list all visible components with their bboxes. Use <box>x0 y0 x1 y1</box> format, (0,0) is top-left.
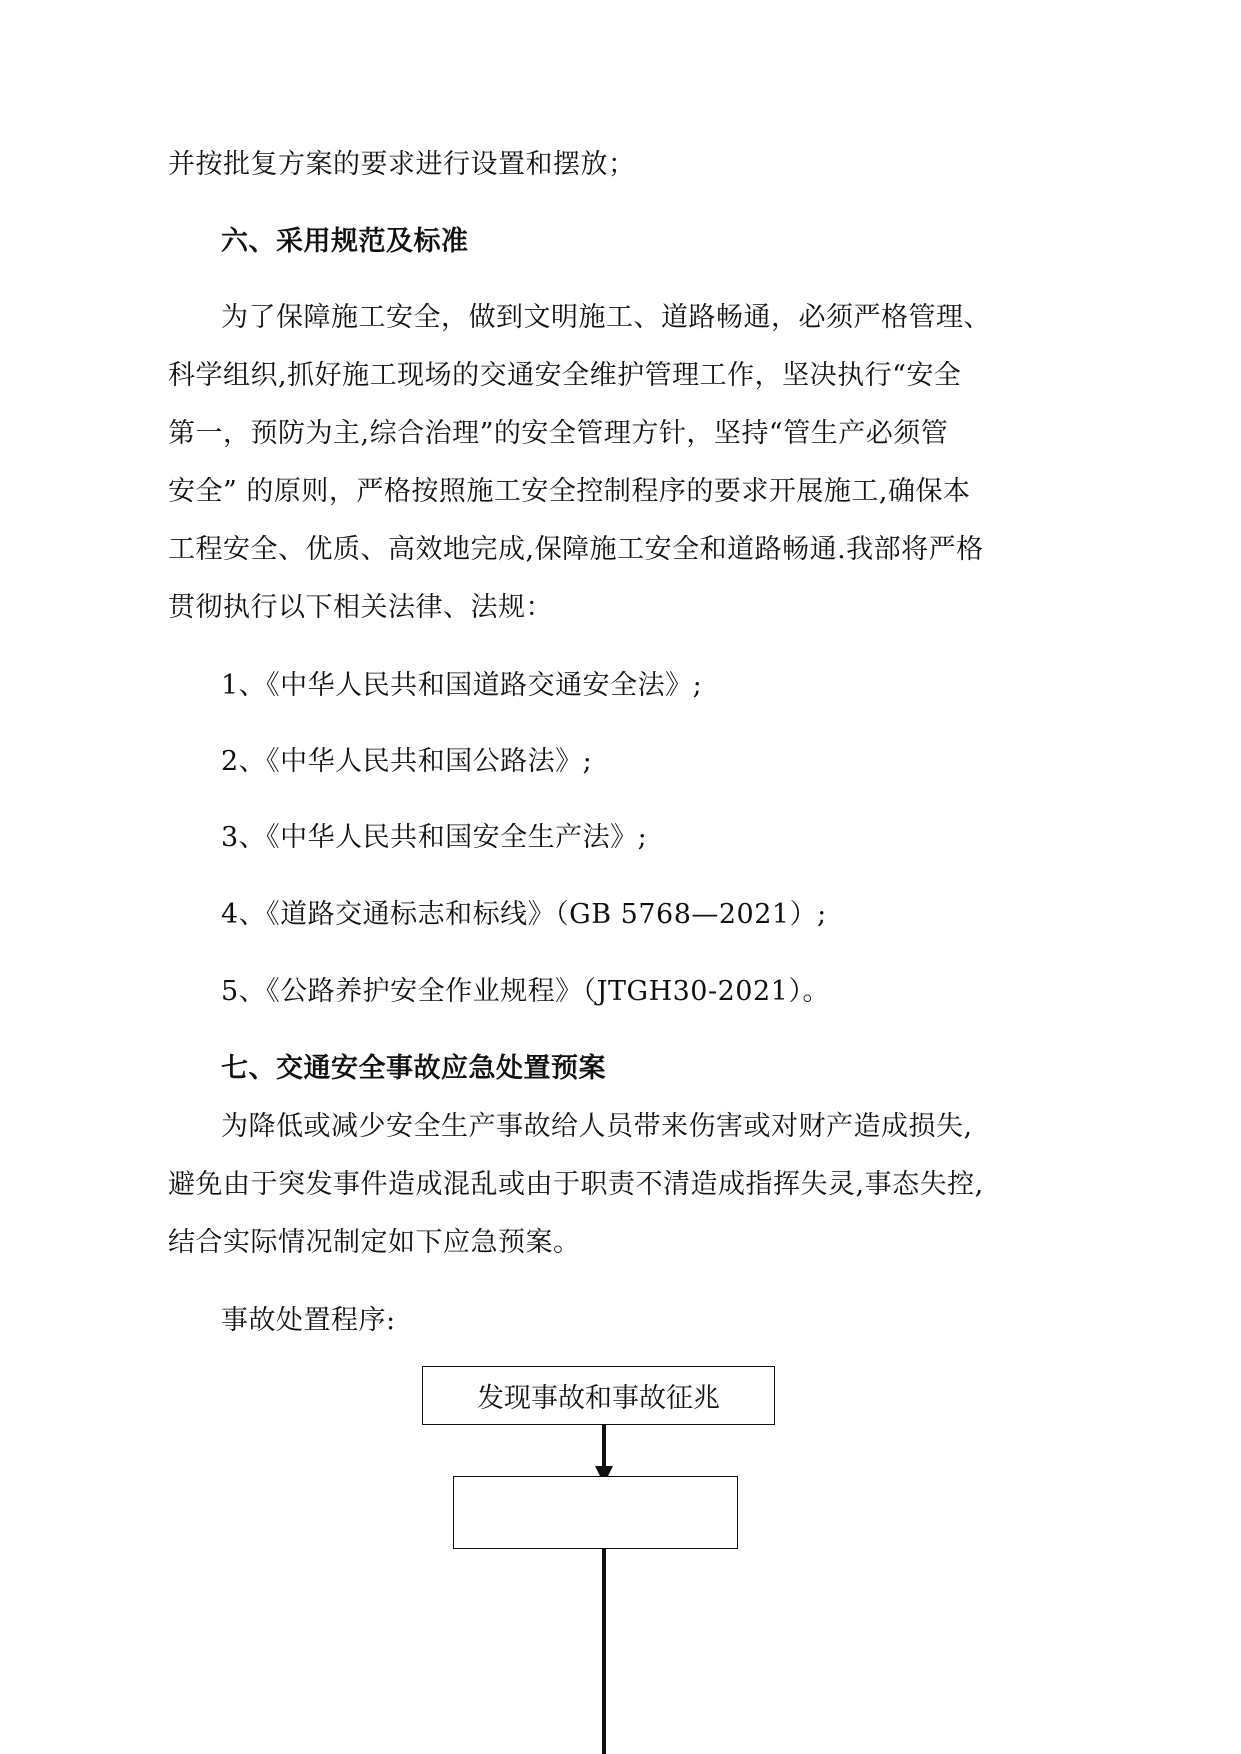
flowchart-box-next <box>453 1476 738 1549</box>
paragraph-line: 为了保障施工安全，做到文明施工、道路畅通，必须严格管理、 <box>221 302 991 333</box>
list-item-5: 5、《公路养护安全作业规程》（JTGH30-2021）。 <box>221 976 830 1007</box>
paragraph-line: 科学组织,抓好施工现场的交通安全维护管理工作，坚决执行“安全 <box>168 360 962 391</box>
paragraph-line: 第一，预防为主,综合治理”的安全管理方针，坚持“管生产必须管 <box>168 418 949 449</box>
paragraph-line: 事故处置程序: <box>221 1305 396 1336</box>
flowchart-box-label <box>454 1477 737 1548</box>
paragraph-line: 并按批复方案的要求进行设置和摆放； <box>168 149 636 180</box>
section-heading-7: 七、交通安全事故应急处置预案 <box>221 1053 606 1084</box>
paragraph-line: 避免由于突发事件造成混乱或由于职责不清造成指挥失灵,事态失控, <box>168 1169 984 1200</box>
section-heading-6: 六、采用规范及标准 <box>221 226 469 257</box>
flowchart-box-detect <box>422 1366 775 1425</box>
flowchart-arrow-shaft <box>602 1549 606 1754</box>
list-item-4: 4、《道路交通标志和标线》（GB 5768—2021）; <box>221 899 827 930</box>
list-item-3: 3、《中华人民共和国安全生产法》; <box>221 822 648 853</box>
list-item-1: 1、《中华人民共和国道路交通安全法》; <box>221 670 703 701</box>
flowchart-arrow-shaft <box>602 1425 606 1469</box>
paragraph-line: 为降低或减少安全生产事故给人员带来伤害或对财产造成损失, <box>221 1111 973 1142</box>
paragraph-line: 结合实际情况制定如下应急预案。 <box>168 1227 581 1258</box>
paragraph-line: 贯彻执行以下相关法律、法规： <box>168 592 553 623</box>
list-item-2: 2、《中华人民共和国公路法》; <box>221 746 593 777</box>
paragraph-line: 工程安全、优质、高效地完成,保障施工安全和道路畅通.我部将严格 <box>168 534 984 565</box>
flowchart-box-label: 发现事故和事故征兆 <box>477 1383 720 1414</box>
paragraph-line: 安全” 的原则，严格按照施工安全控制程序的要求开展施工,确保本 <box>168 476 971 507</box>
